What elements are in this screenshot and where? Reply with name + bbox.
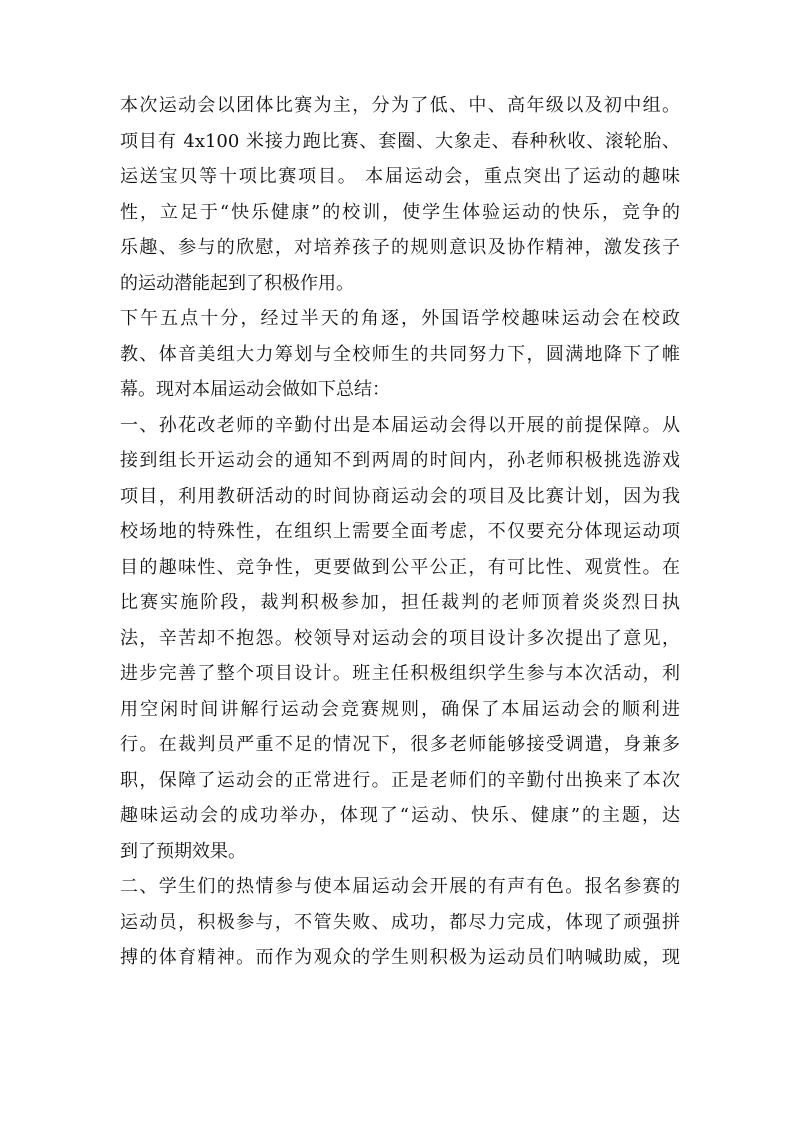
text-line: 目的趣味性、竞争性，更要做到公平公正，有可比性、观赏性。在 [120,556,680,578]
text-line: 乐趣、参与的欣慰，对培养孩子的规则意识及协作精神，激发孩子 [120,237,680,258]
text-line: 接到组长开运动会的通知不到两周的时间内，孙老师积极挑选游戏 [120,450,680,471]
text-line: 项目有 4x100 米接力跑比赛、套圈、大象走、春种秋收、滚轮胎、 [120,130,680,152]
text-line: 进步完善了整个项目设计。班主任积极组织学生参与本次活动，利 [120,663,680,684]
text-line: 行。在裁判员严重不足的情况下，很多老师能够接受调遣，身兼多 [120,734,680,755]
text-line: 下午五点十分，经过半天的角逐，外国语学校趣味运动会在校政 [120,308,680,329]
text-line: 教、体音美组大力筹划与全校师生的共同努力下，圆满地降下了帷 [120,343,680,365]
text-line: 本次运动会以团体比赛为主，分为了低、中、高年级以及初中组。 [120,95,680,116]
text-line: 幕。现对本届运动会做如下总结： [120,379,390,400]
text-line: 的运动潜能起到了积极作用。 [120,272,354,294]
text-line: 运送宝贝等十项比赛项目。 本届运动会，重点突出了运动的趣味 [120,166,680,187]
document-body [120,88,680,976]
text-line: 职，保障了运动会的正常进行。正是老师们的辛勤付出换来了本次 [120,769,680,791]
text-line: 运动员，积极参与，不管失败、成功，都尽力完成，体现了顽强拼 [120,911,680,933]
text-line: 比赛实施阶段，裁判积极参加，担任裁判的老师顶着炎炎烈日执 [120,592,680,613]
text-line: 性，立足于“快乐健康”的校训，使学生体验运动的快乐，竞争的 [120,201,680,223]
text-line: 项目，利用教研活动的时间协商运动会的项目及比赛计划，因为我 [120,485,680,507]
text-line: 趣味运动会的成功举办，体现了“运动、快乐、健康”的主题，达 [120,805,680,826]
text-line: 法，辛苦却不抱怨。校领导对运动会的项目设计多次提出了意见， [120,627,680,649]
text-line: 搏的体育精神。而作为观众的学生则积极为运动员们呐喊助威，现 [120,947,680,968]
text-line: 到了预期效果。 [120,840,246,862]
text-line: 一、孙花改老师的辛勤付出是本届运动会得以开展的前提保障。从 [120,414,680,436]
text-line: 二、学生们的热情参与使本届运动会开展的有声有色。报名参赛的 [120,876,680,897]
text-line: 校场地的特殊性，在组织上需要全面考虑，不仅要充分体现运动项 [120,521,680,542]
text-line: 用空闲时间讲解行运动会竞赛规则，确保了本届运动会的顺利进 [120,698,680,720]
